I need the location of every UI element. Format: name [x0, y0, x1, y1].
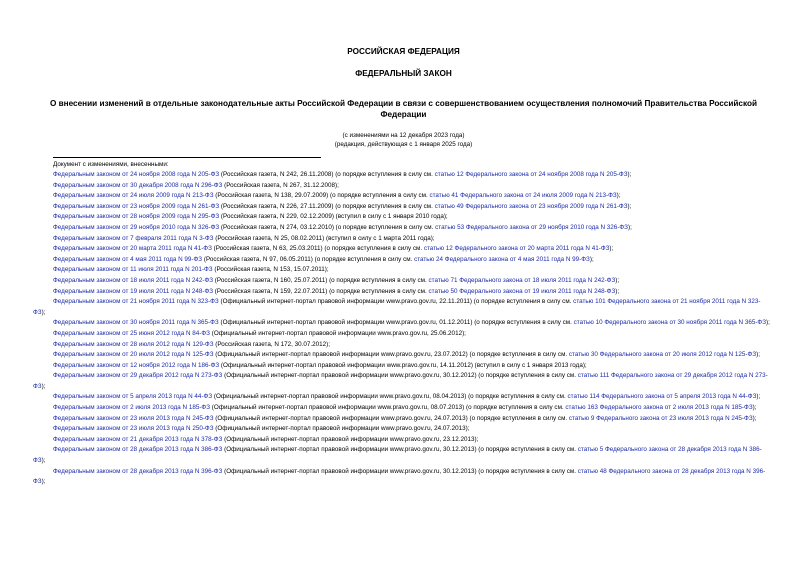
amendment-law-link[interactable]: Федеральным законом от 24 ноября 2008 года N 205-ФЗ: [53, 171, 220, 178]
amendment-source-text: (Официальный интернет-портал правовой информации www.pravo.gov.ru, 08.04.2013) (о порядке вступления в силу см.: [212, 393, 568, 401]
amendment-law-link[interactable]: Федеральным законом от 28 июля 2012 года N 129-ФЗ: [53, 340, 214, 348]
amendment-closing-text: );: [627, 202, 632, 210]
amendment-law-link[interactable]: Федеральным законом от 29 декабря 2012 года N 273-ФЗ: [53, 372, 223, 380]
amendment-article-link[interactable]: статью 71 Федерального закона от 18 июля 2011 года N 242-ФЗ: [428, 276, 616, 284]
amendment-law-link[interactable]: Федеральным законом от 5 апреля 2013 года N 44-ФЗ: [53, 393, 213, 401]
amendment-law-link[interactable]: Федеральным законом от 11 июля 2011 года N 201-ФЗ: [53, 266, 213, 274]
amendment-law-link[interactable]: Федеральным законом от 21 ноября 2011 года N 323-ФЗ: [53, 298, 219, 306]
amendment-source-text: (Официальный интернет-портал правовой информации www.pravo.gov.ru, 24.07.2013) (о порядке вступления в силу см.: [213, 414, 569, 422]
amendment-source-text: (Российская газета, N 97, 06.05.2011) (о порядке вступления в силу см.: [202, 255, 415, 263]
amendment-item: [33, 403, 771, 414]
amendment-law-link[interactable]: Федеральным законом от 21 декабря 2013 года N 378-ФЗ: [53, 435, 223, 443]
amendment-closing-text: );: [766, 319, 770, 327]
amendment-item: [33, 350, 771, 361]
amendment-law-link[interactable]: Федеральным законом от 30 декабря 2008 года N 296-ФЗ: [53, 181, 223, 189]
amendment-source-text: (Российская газета, N 274, 03.12.2010) (о порядке вступления в силу см.: [219, 223, 436, 231]
amendment-law-link[interactable]: Федеральным законом от 28 ноября 2009 года N 295-ФЗ: [53, 213, 220, 221]
amendment-item: [33, 212, 771, 223]
amendment-article-link[interactable]: статью 50 Федерального закона от 19 июля 2011 года N 248-ФЗ: [428, 287, 616, 295]
amendment-closing-text: );: [616, 192, 621, 200]
amendment-item: [33, 414, 771, 425]
amendment-law-link[interactable]: Федеральным законом от 24 июля 2009 года N 213-ФЗ: [53, 192, 214, 200]
amendment-source-text: (Официальный интернет-портал правовой информации www.pravo.gov.ru, 30.12.2013) (о порядке вступления в силу см.: [222, 467, 578, 475]
document-title: О внесении изменений в отдельные законодательные акты Российской Федерации в связи с совершенствованием осуществления полномочий Правительства Российской Федерации: [49, 99, 757, 119]
amendment-closing-text: );: [609, 245, 614, 253]
amendment-article-link[interactable]: статью 41 Федерального закона от 24 июля 2009 года N 213-ФЗ: [429, 192, 617, 200]
amendment-closing-text: );: [41, 457, 46, 465]
amendment-closing-text: );: [41, 478, 46, 486]
amendment-article-link[interactable]: статью 53 Федерального закона от 29 ноября 2010 года N 326-ФЗ: [435, 223, 628, 231]
separator-line: [53, 157, 321, 158]
amendment-article-link[interactable]: статью 114 Федерального закона от 5 апреля 2013 года N 44-ФЗ: [567, 393, 757, 401]
amendment-closing-text: );: [615, 287, 620, 295]
amendment-item: [33, 392, 771, 403]
amendment-item: [33, 297, 771, 318]
amendment-article-link[interactable]: статью 49 Федерального закона от 23 ноября 2009 года N 261-ФЗ: [434, 202, 628, 210]
amendment-item: [33, 191, 771, 202]
amendment-law-link[interactable]: Федеральным законом от 19 июля 2011 года N 248-ФЗ: [53, 287, 214, 295]
amendment-closing-text: );: [589, 255, 594, 263]
amendment-item: [33, 255, 771, 266]
amendment-article-link[interactable]: статью 10 Федерального закона от 30 ноября 2011 года N 365-ФЗ: [573, 319, 767, 327]
amendment-source-text: (Российская газета, N 267, 31.12.2008);: [222, 181, 339, 189]
amendment-item: [33, 361, 771, 372]
amendment-law-link[interactable]: Федеральным законом от 18 июля 2011 года N 242-ФЗ: [53, 276, 214, 284]
amendment-item: [33, 265, 771, 276]
amendment-article-link[interactable]: статью 24 Федерального закона от 4 мая 2011 года N 99-ФЗ: [414, 255, 590, 263]
amendment-item: [33, 445, 771, 466]
amendment-law-link[interactable]: Федеральным законом от 7 февраля 2011 года N 3-ФЗ: [53, 234, 214, 242]
amendment-source-text: (Официальный интернет-портал правовой информации www.pravo.gov.ru, 01.12.2011) (о порядке вступления в силу см.: [218, 319, 574, 327]
amendment-source-text: (Официальный интернет-портал правовой информации www.pravo.gov.ru, 22.11.2011) (о порядке вступления в силу см.: [218, 298, 574, 306]
amendment-item: [33, 202, 771, 213]
amendment-item: [33, 276, 771, 287]
amendment-law-link[interactable]: Федеральным законом от 25 июня 2012 года N 84-ФЗ: [53, 329, 210, 337]
amendment-item: [33, 223, 771, 234]
amendment-item: [33, 371, 771, 392]
amendment-source-text: (Официальный интернет-портал правовой информации www.pravo.gov.ru, 25.06.2012);: [209, 329, 466, 337]
amendment-item: [33, 287, 771, 298]
amendment-source-text: (Официальный интернет-портал правовой информации www.pravo.gov.ru, 14.11.2012) (вступил в силу с 1 января 2013 года);: [219, 361, 587, 369]
amendment-source-text: (Официальный интернет-портал правовой информации www.pravo.gov.ru, 08.07.2013) (о порядке вступления в силу см.: [210, 404, 566, 412]
amendment-article-link[interactable]: статью 30 Федерального закона от 20 июля 2012 года N 125-ФЗ: [568, 351, 757, 359]
amendment-source-text: (Российская газета, N 226, 27.11.2009) (о порядке вступления в силу см.: [219, 202, 435, 210]
amendment-source-text: (Российская газета, N 160, 25.07.2011) (о порядке вступления в силу см.: [213, 276, 429, 284]
amendment-article-link[interactable]: статью 48 Федерального закона от 28 декабря 2013 года N 396-ФЗ: [33, 467, 766, 486]
amendment-closing-text: );: [627, 223, 632, 231]
amendment-law-link[interactable]: Федеральным законом от 23 июля 2013 года N 245-ФЗ: [53, 414, 214, 422]
amendments-intro: Документ с изменениями, внесенными:: [53, 161, 169, 168]
amendment-item: [33, 424, 771, 435]
amendment-item: [33, 181, 771, 192]
amendment-closing-text: );: [756, 351, 760, 359]
amendment-article-link[interactable]: статью 5 Федерального закона от 28 декабря 2013 года N 386-ФЗ: [33, 446, 762, 465]
amendment-closing-text: );: [627, 171, 632, 178]
amendment-source-text: (Российская газета, N 172, 30.07.2012);: [213, 340, 331, 348]
edition-note: (редакция, действующая с 1 января 2025 года): [334, 141, 473, 148]
amendment-source-text: (Российская газета, N 138, 29.07.2009) (о порядке вступления в силу см.: [213, 192, 430, 200]
amendment-item: [33, 435, 771, 446]
country-heading: РОССИЙСКАЯ ФЕДЕРАЦИЯ: [347, 47, 460, 56]
amendment-source-text: (Российская газета, N 159, 22.07.2011) (о порядке вступления в силу см.: [213, 287, 429, 295]
amendment-law-link[interactable]: Федеральным законом от 4 мая 2011 года N 99-ФЗ: [53, 255, 203, 263]
changes-note: (с изменениями на 12 декабря 2023 года): [342, 132, 465, 139]
amendment-law-link[interactable]: Федеральным законом от 28 декабря 2013 года N 396-ФЗ: [53, 467, 223, 475]
amendment-article-link[interactable]: статью 9 Федерального закона от 23 июля 2013 года N 245-ФЗ: [568, 414, 753, 422]
amendment-law-link[interactable]: Федеральным законом от 20 марта 2011 года N 41-ФЗ: [53, 245, 212, 253]
amendment-source-text: (Российская газета, N 153, 15.07.2011);: [212, 266, 329, 274]
amendment-law-link[interactable]: Федеральным законом от 23 ноября 2009 года N 261-ФЗ: [53, 202, 220, 210]
amendment-article-link[interactable]: статью 111 Федерального закона от 29 декабря 2012 года N 273-ФЗ: [33, 372, 768, 390]
amendment-item: [33, 244, 771, 255]
amendment-source-text: (Российская газета, N 242, 26.11.2008) (о порядке вступления в силу см.: [219, 171, 435, 178]
amendment-law-link[interactable]: Федеральным законом от 30 ноября 2011 года N 365-ФЗ: [53, 319, 219, 327]
amendment-closing-text: );: [756, 393, 761, 401]
doc-type-heading: ФЕДЕРАЛЬНЫЙ ЗАКОН: [355, 69, 452, 78]
amendment-article-link[interactable]: статью 101 Федерального закона от 21 ноября 2011 года N 323-ФЗ: [33, 298, 761, 316]
amendments-list: [33, 170, 771, 488]
amendment-source-text: (Официальный интернет-портал правовой информации www.pravo.gov.ru, 30.12.2013) (о порядке вступления в силу см.: [222, 446, 578, 454]
amendment-closing-text: );: [752, 404, 757, 412]
amendment-source-text: (Официальный интернет-портал правовой информации www.pravo.gov.ru, 24.07.2013);: [213, 425, 470, 433]
amendment-item: [33, 170, 771, 181]
amendment-item: [33, 467, 771, 488]
amendment-item: [33, 329, 771, 340]
amendment-source-text: (Российская газета, N 25, 08.02.2011) (вступил в силу с 1 марта 2011 года);: [213, 234, 435, 242]
amendment-source-text: (Российская газета, N 229, 02.12.2009) (вступил в силу с 1 января 2010 года);: [219, 213, 448, 221]
amendment-item: [33, 340, 771, 351]
amendment-source-text: (Официальный интернет-портал правовой информации www.pravo.gov.ru, 30.12.2012) (о порядке вступления в силу см.: [222, 372, 578, 380]
amendment-closing-text: );: [41, 382, 46, 390]
amendment-article-link[interactable]: статью 163 Федерального закона от 2 июля 2013 года N 185-ФЗ: [565, 404, 753, 412]
amendment-law-link[interactable]: Федеральным законом от 28 декабря 2013 года N 386-ФЗ: [53, 446, 223, 454]
amendment-law-link[interactable]: Федеральным законом от 23 июля 2013 года N 250-ФЗ: [53, 425, 214, 433]
amendment-law-link[interactable]: Федеральным законом от 12 ноября 2012 года N 186-ФЗ: [53, 361, 220, 369]
amendment-law-link[interactable]: Федеральным законом от 20 июля 2012 года N 125-ФЗ: [53, 351, 214, 359]
amendment-source-text: (Российская газета, N 63, 25.03.2011) (о порядке вступления в силу см.: [211, 245, 424, 253]
amendment-item: [33, 234, 771, 245]
amendment-item: [33, 318, 771, 329]
amendment-law-link[interactable]: Федеральным законом от 2 июля 2013 года N 185-ФЗ: [53, 404, 211, 412]
amendment-source-text: (Официальный интернет-портал правовой информации www.pravo.gov.ru, 23.07.2012) (о порядке вступления в силу см.: [213, 351, 569, 359]
amendment-source-text: (Официальный интернет-портал правовой информации www.pravo.gov.ru, 23.12.2013);: [222, 435, 479, 443]
amendment-closing-text: );: [41, 308, 46, 316]
amendment-closing-text: );: [752, 414, 757, 422]
amendment-closing-text: );: [615, 276, 620, 284]
amendment-article-link[interactable]: статью 12 Федерального закона от 24 ноября 2008 года N 205-ФЗ: [434, 171, 628, 178]
amendment-article-link[interactable]: статью 12 Федерального закона от 20 марта 2011 года N 41-ФЗ: [423, 245, 610, 253]
amendment-law-link[interactable]: Федеральным законом от 29 ноября 2010 года N 326-ФЗ: [53, 223, 220, 231]
